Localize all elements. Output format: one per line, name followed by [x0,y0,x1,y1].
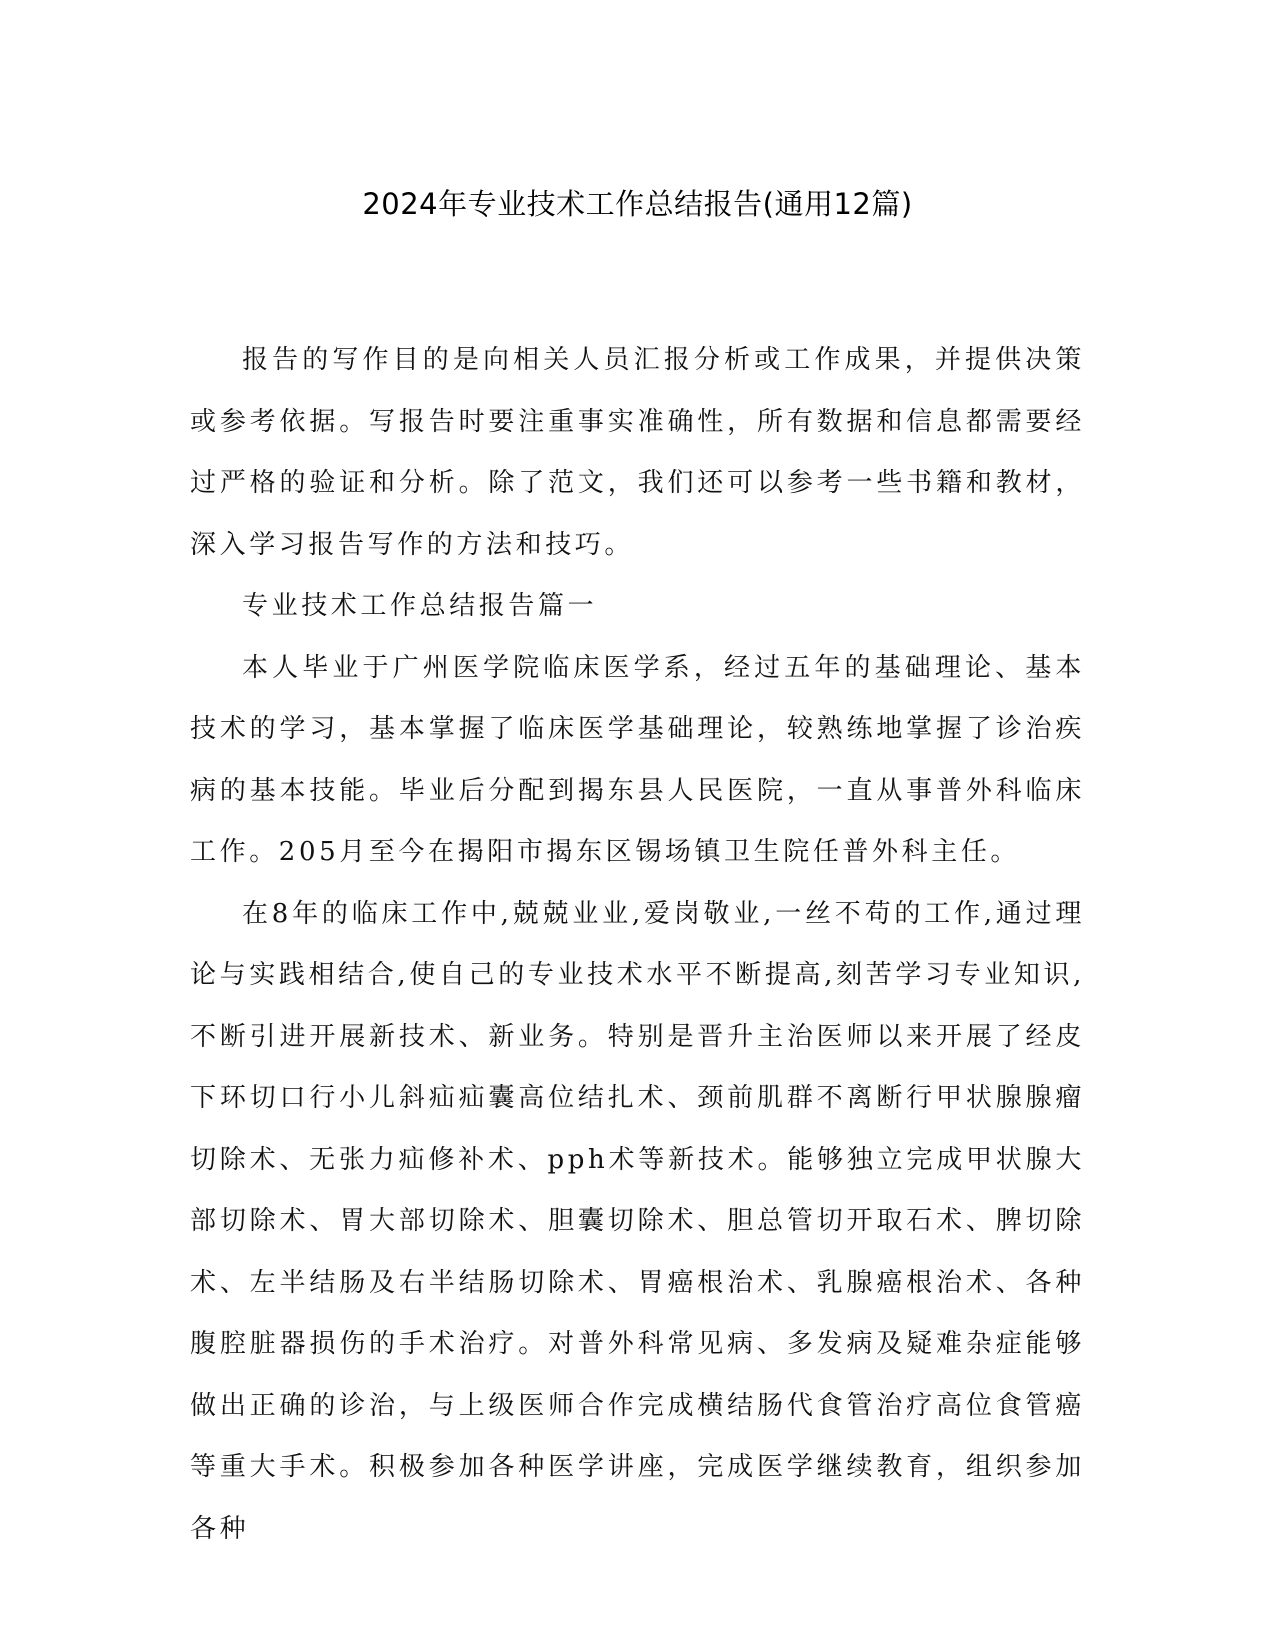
intro-paragraph: 报告的写作目的是向相关人员汇报分析或工作成果，并提供决策或参考依据。写报告时要注重事实准确性，所有数据和信息都需要经过严格的验证和分析。除了范文，我们还可以参考一些书籍和教材，深入学习报告写作的方法和技巧。 [190,345,1085,560]
body-paragraph: 本人毕业于广州医学院临床医学系，经过五年的基础理论、基本技术的学习，基本掌握了临床医学基础理论，较熟练地掌握了诊治疾病的基本技能。毕业后分配到揭东县人民医院，一直从事普外科临床工作。205月至今在揭阳市揭东区锡场镇卫生院任普外科主任。 [190,652,1085,867]
body-paragraph: 在8年的临床工作中,兢兢业业,爱岗敬业,一丝不苟的工作,通过理论与实践相结合,使自己的专业技术水平不断提高,刻苦学习专业知识,不断引进开展新技术、新业务。特别是晋升主治医师以来开展了经皮下环切口行小儿斜疝疝囊高位结扎术、颈前肌群不离断行甲状腺腺瘤切除术、无张力疝修补术、pph术等新技术。能够独立完成甲状腺大部切除术、胃大部切除术、胆囊切除术、胆总管切开取石术、脾切除术、左半结肠及右半结肠切除术、胃癌根治术、乳腺癌根治术、各种腹腔脏器损伤的手术治疗。对普外科常见病、多发病及疑难杂症能够做出正确的诊治，与上级医师合作完成横结肠代食管治疗高位食管癌等重大手术。积极参加各种医学讲座，完成医学继续教育，组织参加各种 [190,898,1085,1544]
section-heading: 专业技术工作总结报告篇一 [242,591,598,621]
document-title: 2024年专业技术工作总结报告(通用12篇) [362,187,913,221]
document-body [190,330,1085,1560]
